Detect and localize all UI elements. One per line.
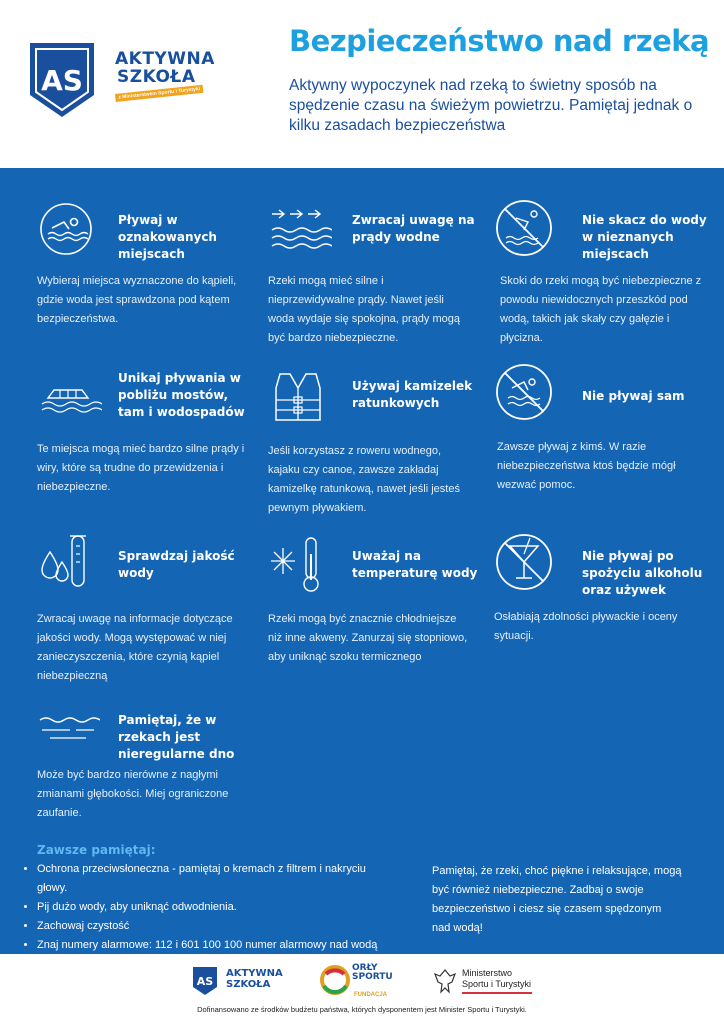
list-item: • Zachowaj czystość (37, 917, 397, 936)
footer-logo-ministerstwo (432, 966, 532, 1001)
card-title: Uważaj na temperaturę wody (352, 549, 478, 580)
water-test-icon (36, 532, 100, 592)
footer-logo2-text (352, 964, 393, 982)
flag-bar (462, 992, 532, 994)
list-item: • Znaj numery alarmowe: 112 i 601 100 100 numer alarmowy nad wodą (37, 936, 397, 955)
footer-logo3-line1: Ministerstwo (462, 968, 513, 978)
closing-text: Pamiętaj, że rzeki, choć piękne i relaksujące, mogą być również niebezpieczne. Zadbaj o swoje bezpieczeństwo i ciesz się czasem spędzonym nad wodą! (432, 865, 682, 934)
footer-logo2-line1: ORŁY (352, 963, 378, 973)
card-text: Zawsze pływaj z kimś. W razie niebezpieczeństwa ktoś będzie mógł wezwać pomoc. (497, 441, 676, 491)
no-swimming-alone-icon (494, 362, 558, 422)
swimmer-icon (36, 200, 100, 260)
card-title: Nie skacz do wody w nieznanych miejscach (582, 213, 707, 261)
card-text: Wybieraj miejsca wyznaczone do kąpieli, gdzie woda jest sprawdzona pod kątem bezpieczeństwa. (37, 275, 237, 325)
brand-name-line2: SZKOŁA (117, 67, 196, 87)
footer-logo1-text (226, 968, 283, 990)
brand-name-line1: AKTYWNA (115, 49, 215, 69)
footer-logo2-line2: SPORTU (352, 972, 393, 982)
orly-sportu-emblem-icon (320, 962, 350, 998)
brand-logo-text (115, 50, 215, 104)
footer-logo-orly-sportu (320, 962, 400, 1002)
footer-shield-icon (192, 966, 218, 996)
reminders-list (22, 860, 397, 955)
card-text: Skoki do rzeki mogą być niebezpieczne z powodu niewidocznych przeszkód pod wodą, takich jak skały czy gałęzie i płycizna. (500, 275, 702, 344)
aktywna-szkola-shield-icon (27, 40, 97, 120)
card-title: Pamiętaj, że w rzekach jest nieregularne dno (118, 713, 235, 761)
footer-logo3-line2: Sportu i Turystyki (462, 979, 532, 989)
footer-logo-aktywna-szkola (192, 966, 283, 1001)
funding-note: Dofinansowano ze środków budżetu państwa, których dysponentem jest Minister Sportu i Turystyki. (197, 1005, 527, 1014)
footer-logo1-line2: SZKOŁA (226, 979, 271, 990)
footer-logo3-text (462, 968, 552, 990)
intro-text: Aktywny wypoczynek nad rzeką to świetny sposób na spędzenie czasu na świeżym powietrzu. Pamiętaj jednak o kilku zasadach bezpieczeństwa (289, 77, 693, 134)
life-vest-icon (266, 368, 330, 428)
footer-shield-text: AS (196, 975, 214, 988)
card-text: Osłabiają zdolności pływackie i oceny sytuacji. (494, 611, 678, 642)
card-text: Te miejsca mogą mieć bardzo silne prądy i wiry, które są trudne do przewidzenia i niebezpieczne. (37, 443, 245, 493)
list-item: • Ochrona przeciwsłoneczna - pamiętaj o kremach z filtrem i nakryciu głowy. (37, 860, 397, 898)
shield-text: AS (41, 64, 83, 97)
no-diving-icon (494, 198, 558, 258)
header (0, 0, 724, 168)
card-title: Sprawdzaj jakość wody (118, 549, 235, 580)
reminders-title: Zawsze pamiętaj: (37, 843, 156, 857)
water-current-icon (268, 200, 332, 260)
footer-logo2-line3: FUNDACJA (354, 992, 387, 998)
card-title: Nie pływaj sam (582, 389, 685, 403)
card-title: Unikaj pływania w pobliżu mostów, tam i wodospadów (118, 371, 245, 419)
card-title: Używaj kamizelek ratunkowych (352, 379, 473, 410)
card-text: Jeśli korzystasz z roweru wodnego, kajaku czy canoe, zawsze zakładaj kamizelkę ratunkową, nawet jeśli jesteś pewnym pływakiem. (268, 445, 460, 514)
bridge-icon (38, 368, 102, 428)
brand-tagline: z Ministerstwem Sportu i Turystyki (115, 85, 204, 102)
riverbed-icon (36, 706, 100, 766)
eagle-emblem-icon (432, 966, 458, 996)
card-text: Rzeki mogą być znacznie chłodniejsze niż inne akweny. Zanurzaj się stopniowo, aby uniknąć szoku termicznego (268, 613, 468, 663)
card-title: Pływaj w oznakowanych miejscach (118, 213, 217, 261)
list-item: • Pij dużo wody, aby uniknąć odwodnienia. (37, 898, 397, 917)
card-text: Może być bardzo nierówne z nagłymi zmianami głębokości. Miej ograniczone zaufanie. (37, 769, 229, 819)
page-title: Bezpieczeństwo nad rzeką (289, 24, 710, 58)
no-alcohol-icon (494, 532, 558, 592)
card-text: Zwracaj uwagę na informacje dotyczące jakości wody. Mogą występować w niej zanieczyszczenia, które czynią kąpiel niebezpieczną (37, 613, 233, 682)
thermometer-icon (268, 534, 332, 594)
card-title: Nie pływaj po spożyciu alkoholu oraz używek (582, 549, 703, 597)
card-text: Rzeki mogą mieć silne i nieprzewidywalne prądy. Nawet jeśli woda wydaje się spokojna, prądy mogą być bardzo niebezpieczne. (268, 275, 461, 344)
footer-logo1-line1: AKTYWNA (226, 968, 283, 979)
card-title: Zwracaj uwagę na prądy wodne (352, 213, 475, 244)
